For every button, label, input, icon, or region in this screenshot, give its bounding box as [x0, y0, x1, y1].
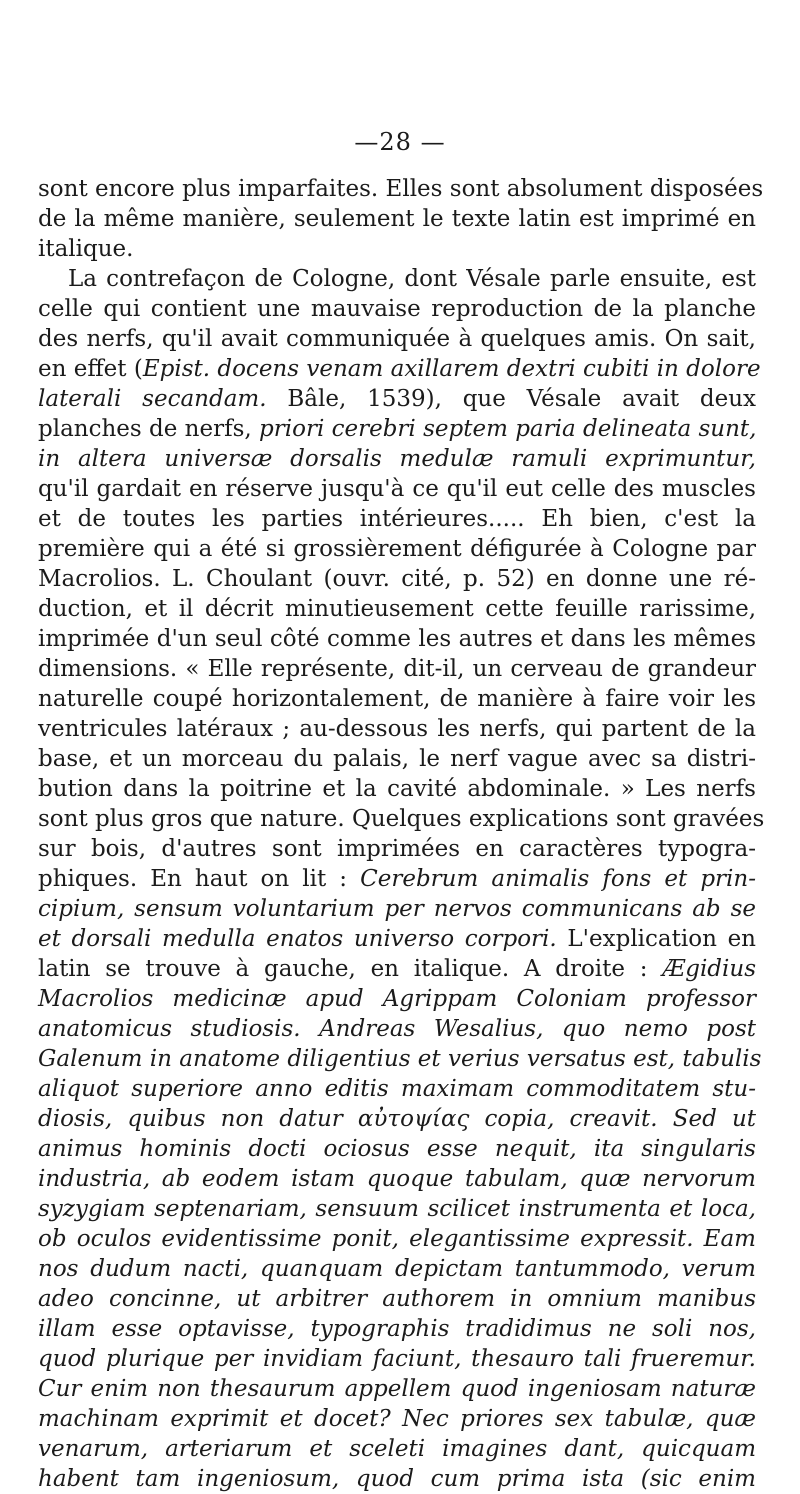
text-line: [38, 1224, 756, 1254]
text-line: [38, 624, 756, 654]
text-segment: base, et un morceau du palais, le nerf vague avec sa distri-: [38, 746, 756, 772]
text-line: [38, 1344, 756, 1374]
text-segment: qu'il gardait en réserve jusqu'à ce qu'il eut celle des muscles: [38, 476, 756, 502]
italic-text-segment: Cur enim non thesaurum appellem quod ingeniosam naturæ: [38, 1376, 756, 1402]
text-segment: Macrolios. L. Choulant (ouvr. cité, p. 52) en donne une ré-: [38, 566, 756, 592]
italic-text-segment: quod plurique per invidiam faciunt, thesauro tali frueremur.: [38, 1346, 756, 1372]
italic-text-segment: nos dudum nacti, quanquam depictam tantummodo, verum: [38, 1256, 756, 1282]
italic-text-segment: animus hominis docti ociosus esse nequit, ita singularis: [38, 1136, 756, 1162]
text-segment: en effet (: [38, 356, 143, 382]
text-line: [38, 774, 756, 804]
text-segment: dimensions. « Elle représente, dit-il, un cerveau de grandeur: [38, 656, 756, 682]
text-segment: Bâle, 1539), que Vésale avait deux: [266, 386, 757, 412]
text-line: [38, 924, 756, 954]
text-segment: naturelle coupé horizontalement, de manière à faire voir les: [38, 686, 756, 712]
text-line: [38, 264, 756, 294]
italic-text-segment: diosis, quibus non datur αὐτοψίας copia, creavit. Sed ut: [38, 1106, 756, 1132]
text-segment: celle qui contient une mauvaise reproduction de la planche: [38, 296, 756, 322]
text-line: [38, 744, 756, 774]
text-line: [38, 954, 756, 984]
text-line: [38, 294, 756, 324]
text-line: [38, 1284, 756, 1314]
italic-text-segment: priori cerebri septem paria delineata sunt,: [259, 416, 757, 442]
italic-text-segment: illam esse optavisse, typographis tradidimus ne soli nos,: [38, 1316, 756, 1342]
text-line: [38, 864, 756, 894]
text-segment: planches de nerfs,: [38, 416, 260, 442]
text-segment: sont encore plus imparfaites. Elles sont absolument disposées: [38, 176, 764, 202]
italic-text-segment: aliquot superiore anno editis maximam commoditatem stu-: [38, 1076, 756, 1102]
text-line: [38, 204, 756, 234]
text-segment: sur bois, d'autres sont imprimées en caractères typogra-: [38, 836, 756, 862]
italic-text-segment: venarum, arteriarum et sceleti imagines dant, quicquam: [38, 1436, 756, 1462]
italic-text-segment: industria, ab eodem istam quoque tabulam, quæ nervorum: [38, 1166, 756, 1192]
text-segment: de la même manière, seulement le texte latin est imprimé en: [38, 206, 756, 232]
text-line: [38, 714, 756, 744]
text-line: [38, 894, 756, 924]
text-line: [38, 1374, 756, 1404]
text-line: [38, 1194, 756, 1224]
text-segment: duction, et il décrit minutieusement cette feuille rarissime,: [38, 596, 756, 622]
body-text: [38, 174, 765, 1494]
text-line: [38, 684, 756, 714]
text-line: [38, 474, 756, 504]
text-line: [38, 1434, 756, 1464]
text-line: [38, 1074, 756, 1104]
text-segment: bution dans la poitrine et la cavité abdominale. » Les nerfs: [38, 776, 756, 802]
text-segment: ventricules latéraux ; au-dessous les nerfs, qui partent de la: [38, 716, 756, 742]
text-line: [38, 384, 756, 414]
text-segment: latin se trouve à gauche, en italique. A droite :: [38, 956, 663, 982]
text-line: [38, 1314, 756, 1344]
text-line: [38, 1254, 756, 1284]
text-segment: des nerfs, qu'il avait communiquée à quelques amis. On sait,: [38, 326, 756, 352]
text-line: [38, 1104, 756, 1134]
text-segment: phiques. En haut on lit :: [38, 866, 361, 892]
text-segment: L'explication en: [556, 926, 756, 952]
text-line: [38, 414, 756, 444]
text-segment: première qui a été si grossièrement défigurée à Cologne par: [38, 536, 756, 562]
text-line: [38, 1404, 756, 1434]
text-line: [38, 834, 756, 864]
text-line: [38, 174, 764, 204]
text-line: [38, 1164, 756, 1194]
italic-text-segment: Cerebrum animalis fons et prin-: [360, 866, 756, 892]
italic-text-segment: syzygiam septenariam, sensuum scilicet instrumenta et loca,: [38, 1196, 756, 1222]
text-line: [38, 354, 761, 384]
italic-text-segment: in altera universæ dorsalis medulæ ramuli exprimuntur,: [38, 446, 756, 472]
text-line: [38, 804, 765, 834]
italic-text-segment: adeo concinne, ut arbitrer authorem in omnium manibus: [38, 1286, 756, 1312]
italic-text-segment: anatomicus studiosis. Andreas Wesalius, quo nemo post: [38, 1016, 756, 1042]
text-line: [38, 984, 756, 1014]
text-line: [38, 654, 756, 684]
text-segment: sont plus gros que nature. Quelques explications sont gravées: [38, 806, 765, 832]
italic-text-segment: machinam exprimit et docet? Nec priores sex tabulæ, quæ: [38, 1406, 756, 1432]
italic-text-segment: cipium, sensum voluntarium per nervos communicans ab se: [38, 896, 756, 922]
text-segment: italique.: [38, 236, 134, 262]
text-line: [38, 1464, 756, 1494]
italic-text-segment: Ægidius: [662, 956, 756, 982]
italic-text-segment: Macrolios medicinæ apud Agrippam Coloniam professor: [38, 986, 756, 1012]
text-line: [38, 504, 756, 534]
text-segment: La contrefaçon de Cologne, dont Vésale parle ensuite, est: [68, 266, 756, 292]
italic-text-segment: Galenum in anatome diligentius et verius versatus est, tabulis: [38, 1046, 762, 1072]
italic-text-segment: laterali secandam.: [38, 386, 267, 412]
text-line: [38, 444, 756, 474]
text-line: [38, 234, 756, 264]
text-line: [38, 594, 756, 624]
text-line: [38, 1014, 756, 1044]
italic-text-segment: habent tam ingeniosum, quod cum prima ista (sic enim: [38, 1466, 756, 1492]
italic-text-segment: ob oculos evidentissime ponit, elegantissime expressit. Eam: [38, 1226, 756, 1252]
text-segment: imprimée d'un seul côté comme les autres et dans les mêmes: [38, 626, 756, 652]
text-line: [38, 1044, 762, 1074]
text-line: [38, 534, 756, 564]
italic-text-segment: et dorsali medulla enatos universo corpori.: [38, 926, 557, 952]
italic-text-segment: Epist. docens venam axillarem dextri cubiti in dolore: [142, 356, 761, 382]
text-line: [38, 564, 756, 594]
text-line: [38, 1134, 756, 1164]
page-number: —28 —: [354, 128, 446, 156]
text-segment: et de toutes les parties intérieures..... Eh bien, c'est la: [38, 506, 756, 532]
text-line: [38, 324, 756, 354]
